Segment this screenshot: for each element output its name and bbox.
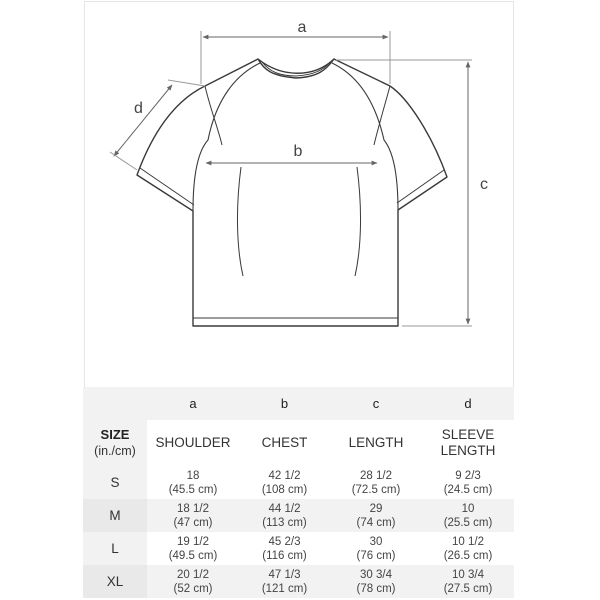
- size-rows: [83, 466, 514, 598]
- size-header-unit: (in./cm): [94, 444, 136, 458]
- table-cell: [239, 499, 330, 532]
- value-cm: (49.5 cm): [168, 549, 218, 562]
- value-cm: (27.5 cm): [443, 582, 493, 595]
- table-cell: [330, 466, 422, 499]
- dimension-c: [336, 60, 472, 326]
- table-cell: [147, 466, 239, 499]
- label-d: d: [134, 100, 143, 117]
- value-inches: 44 1/2: [268, 502, 301, 515]
- value-cm: (26.5 cm): [443, 549, 493, 562]
- value-inches: 10: [461, 502, 475, 515]
- table-cell: [239, 532, 330, 565]
- table-cell: [422, 466, 514, 499]
- value-inches: 10 3/4: [452, 568, 484, 581]
- value-cm: (78 cm): [356, 582, 396, 595]
- value-cm: (121 cm): [261, 582, 308, 595]
- tshirt-outline: [137, 59, 447, 326]
- diagram-frame: [85, 2, 514, 388]
- size-header-label: SIZE: [100, 427, 130, 442]
- letters-row: [83, 387, 514, 420]
- table-cell: [422, 565, 514, 598]
- table-row: [83, 565, 514, 598]
- value-cm: (72.5 cm): [351, 483, 401, 496]
- value-cm: (47 cm): [173, 516, 213, 529]
- table-cell: [147, 499, 239, 532]
- value-inches: 9 2/3: [455, 469, 481, 482]
- value-cm: (24.5 cm): [443, 483, 493, 496]
- letter-d: d: [464, 396, 472, 411]
- dimension-d: [110, 80, 205, 170]
- size-cell: XL: [83, 565, 147, 598]
- label-c: c: [480, 176, 488, 193]
- value-inches: 10 1/2: [452, 535, 484, 548]
- value-inches: 45 2/3: [268, 535, 301, 548]
- table-cell: [239, 565, 330, 598]
- table-cell: [330, 532, 422, 565]
- table-row: [83, 532, 514, 565]
- value-cm: (52 cm): [173, 582, 213, 595]
- measure-header-row: [83, 420, 514, 466]
- label-a: a: [297, 19, 307, 36]
- table-row: [83, 466, 514, 499]
- table-cell: [330, 565, 422, 598]
- value-cm: (76 cm): [356, 549, 396, 562]
- letter-b: b: [280, 396, 289, 411]
- value-inches: 42 1/2: [268, 469, 301, 482]
- letter-c: c: [372, 396, 380, 411]
- table-cell: [422, 532, 514, 565]
- value-inches: 29: [369, 502, 383, 515]
- table-row: [83, 499, 514, 532]
- table-cell: [239, 466, 330, 499]
- header-sleeve-length: SLEEVE LENGTH: [440, 427, 496, 458]
- table-cell: [147, 532, 239, 565]
- value-inches: 30: [369, 535, 383, 548]
- header-length: LENGTH: [348, 435, 404, 450]
- table-cell: [147, 565, 239, 598]
- value-cm: (108 cm): [261, 483, 308, 496]
- size-cell: M: [83, 499, 147, 532]
- size-chart-table: [83, 387, 514, 598]
- header-chest: CHEST: [261, 435, 308, 450]
- value-inches: 20 1/2: [177, 568, 209, 581]
- size-cell: L: [83, 532, 147, 565]
- letter-a: a: [189, 396, 197, 411]
- size-cell: S: [83, 466, 147, 499]
- header-shoulder: SHOULDER: [155, 435, 231, 450]
- table-cell: [422, 499, 514, 532]
- value-inches: 47 1/3: [268, 568, 301, 581]
- size-column-header: [83, 420, 147, 466]
- value-cm: (113 cm): [262, 516, 307, 529]
- value-cm: (25.5 cm): [443, 516, 493, 529]
- value-inches: 19 1/2: [177, 535, 209, 548]
- value-cm: (74 cm): [356, 516, 396, 529]
- letters-corner: [83, 387, 147, 420]
- value-inches: 18: [186, 469, 200, 482]
- table-cell: [330, 499, 422, 532]
- value-cm: (45.5 cm): [168, 483, 218, 496]
- label-b: b: [293, 143, 303, 160]
- value-inches: 30 3/4: [360, 568, 392, 581]
- value-inches: 28 1/2: [360, 469, 392, 482]
- value-inches: 18 1/2: [177, 502, 209, 515]
- value-cm: (116 cm): [262, 549, 307, 562]
